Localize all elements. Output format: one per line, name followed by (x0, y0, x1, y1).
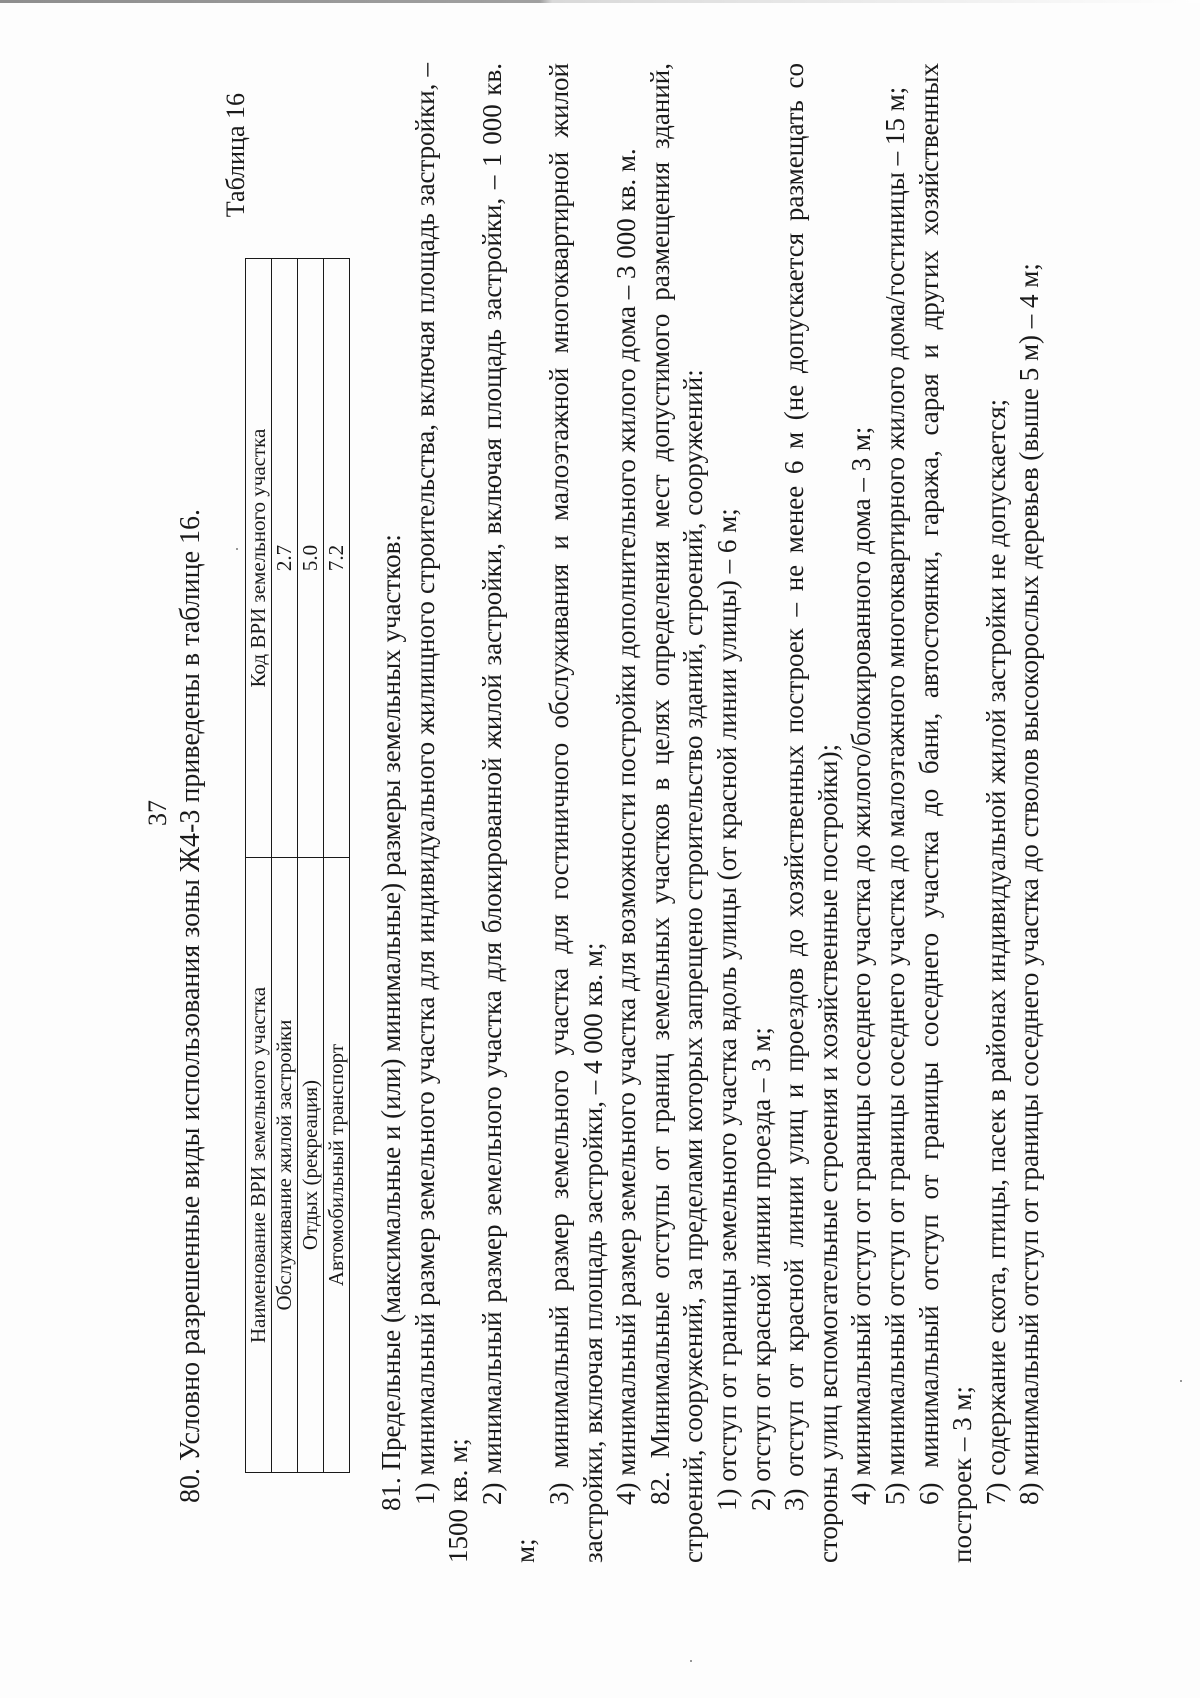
paragraph-82: 82. Минимальные отступы от границ земельных участков в целях определения мест допустимого размещения зданий, строений, сооружений, за пределами которых запрещено строительство зданий, строений, сооружений: (644, 63, 709, 1563)
page-number: 37 (143, 800, 172, 826)
table-row (298, 259, 324, 1473)
paragraph-82-item-4: 4) минимальный отступ от границы соседнего участка до жилого/блокированного дома – 3 м; (846, 426, 877, 1505)
vri-name-cell: Отдых (рекреация) (298, 858, 324, 1473)
rotated-page (143, 63, 1063, 1563)
table-row (324, 259, 350, 1473)
paragraph-81-item-2: 2) минимальный размер земельного участка для блокированной жилой застройки, включая площадь застройки, – 1 000 кв. м; (476, 63, 541, 1563)
header-vri-code: Код ВРИ земельного участка (246, 259, 272, 858)
vri-name-cell: Автомобильный транспорт (324, 858, 350, 1473)
table-header-row (246, 259, 272, 1473)
paragraph-82-item-7: 7) содержание скота, птицы, пасек в районах индивидуальной жилой застройки не допускается; (980, 398, 1011, 1505)
table-row (272, 259, 298, 1473)
section-80-intro: 80. Условно разрешенные виды использования зоны Ж4-3 приведены в таблице 16. (175, 508, 206, 1503)
paragraph-82-item-6: 6) минимальный отступ от границы соседнего участка до бани, автостоянки, гаража, сарая и других хозяйственных построек – 3 м; (913, 63, 978, 1563)
paragraph-81-item-3: 3) минимальный размер земельного участка для гостиничного обслуживания и малоэтажной многоквартирной жилой застройки, включая площадь застройки, – 4 000 кв. м; (543, 63, 608, 1563)
paragraph-81-item-4: 4) минимальный размер земельного участка для возможности постройки дополнительного жилого дома – 3 000 кв. м. (611, 148, 642, 1505)
document-page (143, 63, 1063, 1563)
scan-edge (0, 0, 1200, 3)
vri-code-cell: 5.0 (298, 259, 324, 858)
paragraph-82-item-2: 2) отступ от красной линии проезда – 3 м; (745, 1027, 776, 1511)
vri-table (245, 258, 350, 1473)
paragraph-82-item-1: 1) отступ от границы земельного участка вдоль улицы (от красной линии улицы) – 6 м; (711, 508, 742, 1511)
vri-code-cell: 7.2 (324, 259, 350, 858)
vri-code-cell: 2.7 (272, 259, 298, 858)
paragraph-82-item-8: 8) минимальный отступ от границы соседнего участка до стволов высокорослых деревьев (выше 5 м) – 4 м; (1014, 263, 1045, 1505)
table-caption: Таблица 16 (221, 93, 250, 218)
scan-speck (690, 1660, 692, 1662)
paragraph-82-item-5: 5) минимальный отступ от границы соседнего участка до малоэтажного многоквартирного жилого дома/гостиницы – 15 м; (879, 86, 910, 1505)
paragraph-81-item-1: 1) минимальный размер земельного участка для индивидуального жилищного строительства, включая площадь застройки, – 1500 кв. м; (409, 63, 474, 1563)
body-text (375, 63, 1047, 1563)
header-vri-name: Наименование ВРИ земельного участка (246, 858, 272, 1473)
paragraph-82-item-3: 3) отступ от красной линии улиц и проездов до хозяйственных построек – не менее 6 м (не допускается размещать со стороны улиц вспомогательные строения и хозяйственные постройки); (779, 63, 843, 1563)
paragraph-81: 81. Предельные (максимальные и (или) минимальные) размеры земельных участков: (376, 534, 406, 1511)
scan-speck (1180, 1380, 1182, 1382)
vri-name-cell: Обслуживание жилой застройки (272, 858, 298, 1473)
